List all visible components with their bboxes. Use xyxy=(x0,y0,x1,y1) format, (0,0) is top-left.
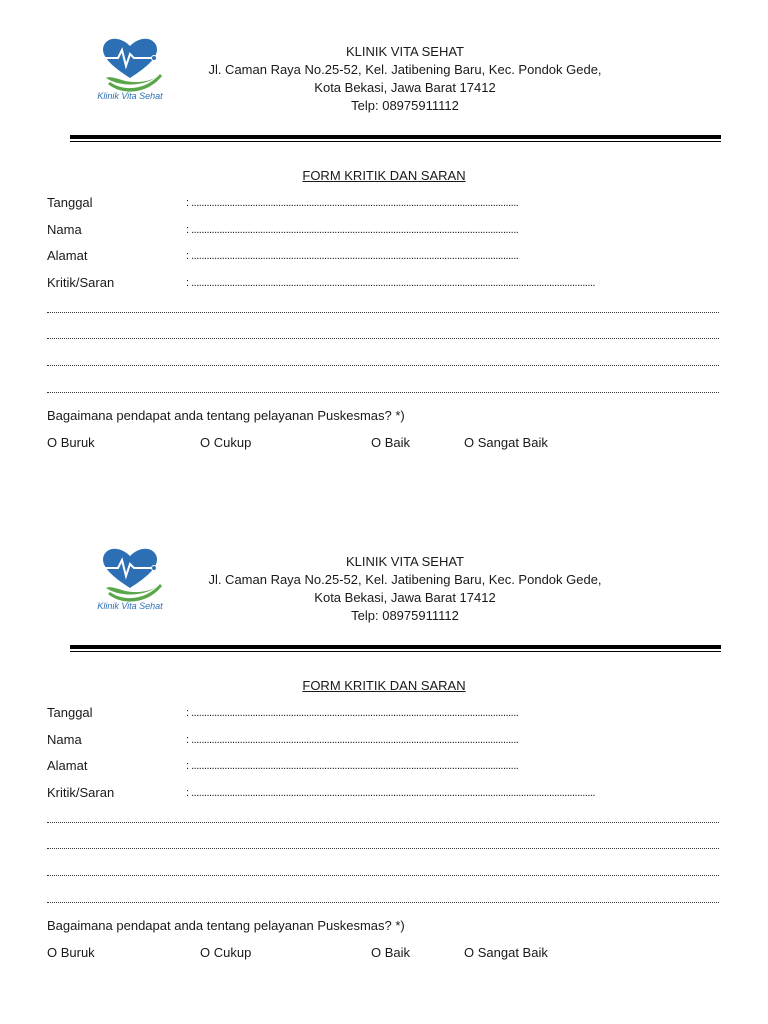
writing-line[interactable] xyxy=(47,392,719,393)
clinic-header xyxy=(190,43,620,115)
clinic-address-2: Kota Bekasi, Jawa Barat 17412 xyxy=(314,80,496,95)
field-label-nama: Nama xyxy=(47,222,82,237)
clinic-logo xyxy=(88,544,172,616)
logo-text: Klinik Vita Sehat xyxy=(97,91,163,101)
option-buruk[interactable]: O Buruk xyxy=(47,945,95,960)
clinic-address-2: Kota Bekasi, Jawa Barat 17412 xyxy=(314,590,496,605)
rating-question: Bagaimana pendapat anda tentang pelayanan Puskesmas? *) xyxy=(47,918,405,933)
field-input-tanggal[interactable]: : ................................................................................................................................ xyxy=(186,197,519,209)
option-sangat-baik[interactable]: O Sangat Baik xyxy=(464,435,548,450)
field-label-alamat: Alamat xyxy=(47,248,88,263)
feedback-form-1 xyxy=(0,0,768,510)
option-baik[interactable]: O Baik xyxy=(371,945,411,960)
header-divider-thin xyxy=(70,141,721,142)
field-label-tanggal: Tanggal xyxy=(47,705,93,720)
field-label-kritik-saran: Kritik/Saran xyxy=(47,275,115,290)
option-cukup[interactable]: O Cukup xyxy=(200,435,252,450)
logo-text: Klinik Vita Sehat xyxy=(97,601,163,611)
clinic-name: KLINIK VITA SEHAT xyxy=(346,44,464,59)
field-input-alamat[interactable]: : ................................................................................................................................ xyxy=(186,760,519,772)
header-divider xyxy=(70,135,721,139)
form-title: FORM KRITIK DAN SARAN xyxy=(302,678,466,693)
header-divider xyxy=(70,645,721,649)
option-baik[interactable]: O Baik xyxy=(371,435,411,450)
option-buruk[interactable]: O Buruk xyxy=(47,435,95,450)
clinic-phone: Telp: 08975911112 xyxy=(351,98,459,113)
heart-pulse-logo-icon xyxy=(88,544,172,604)
field-input-alamat[interactable]: : ................................................................................................................................ xyxy=(186,250,519,262)
field-input-kritik-saran[interactable]: : .............................................................................................................................................................. xyxy=(186,277,595,289)
field-input-tanggal[interactable]: : ................................................................................................................................ xyxy=(186,707,519,719)
rating-question: Bagaimana pendapat anda tentang pelayanan Puskesmas? *) xyxy=(47,408,405,423)
clinic-address-1: Jl. Caman Raya No.25-52, Kel. Jatibening Baru, Kec. Pondok Gede, xyxy=(208,572,602,587)
form-title: FORM KRITIK DAN SARAN xyxy=(302,168,466,183)
feedback-form-2 xyxy=(0,510,768,1020)
field-input-nama[interactable]: : ................................................................................................................................ xyxy=(186,734,519,746)
clinic-address-1: Jl. Caman Raya No.25-52, Kel. Jatibening Baru, Kec. Pondok Gede, xyxy=(208,62,602,77)
field-input-kritik-saran[interactable]: : .............................................................................................................................................................. xyxy=(186,787,595,799)
writing-line[interactable] xyxy=(47,822,719,823)
clinic-name: KLINIK VITA SEHAT xyxy=(346,554,464,569)
writing-line[interactable] xyxy=(47,312,719,313)
clinic-phone: Telp: 08975911112 xyxy=(351,608,459,623)
field-label-kritik-saran: Kritik/Saran xyxy=(47,785,115,800)
option-sangat-baik[interactable]: O Sangat Baik xyxy=(464,945,548,960)
clinic-logo xyxy=(88,34,172,106)
field-input-nama[interactable]: : ................................................................................................................................ xyxy=(186,224,519,236)
header-divider-thin xyxy=(70,651,721,652)
field-label-tanggal: Tanggal xyxy=(47,195,93,210)
writing-line[interactable] xyxy=(47,902,719,903)
writing-line[interactable] xyxy=(47,338,719,339)
writing-line[interactable] xyxy=(47,875,719,876)
field-label-nama: Nama xyxy=(47,732,82,747)
field-label-alamat: Alamat xyxy=(47,758,88,773)
writing-line[interactable] xyxy=(47,848,719,849)
writing-line[interactable] xyxy=(47,365,719,366)
option-cukup[interactable]: O Cukup xyxy=(200,945,252,960)
clinic-header xyxy=(190,553,620,625)
heart-pulse-logo-icon xyxy=(88,34,172,94)
